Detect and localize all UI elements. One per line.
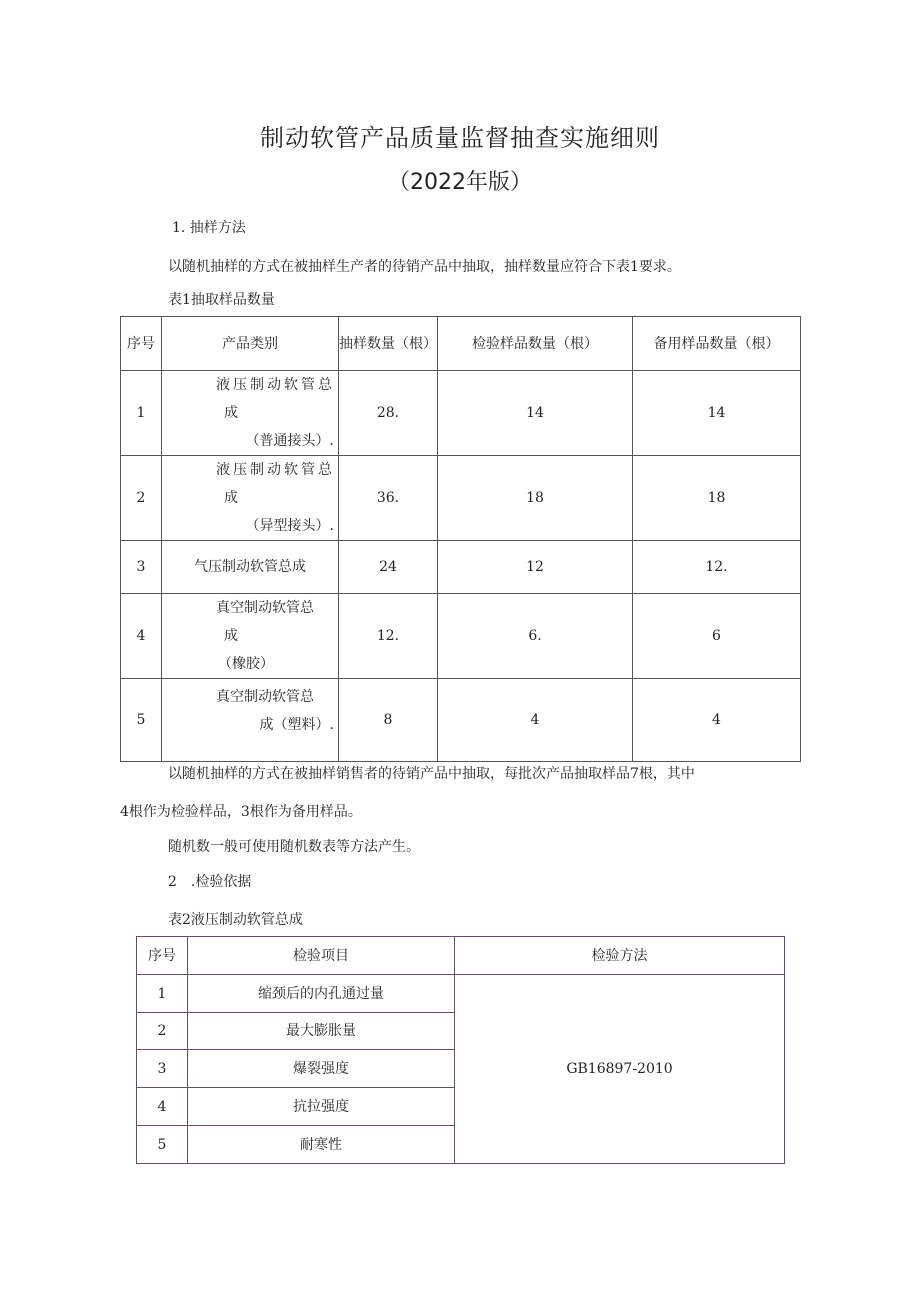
cell-category: 气压制动软管总成 [162, 541, 339, 594]
cell-spare: 12. [633, 541, 801, 594]
cell-no: 2 [137, 1013, 188, 1050]
cell-no: 3 [121, 541, 162, 594]
cell-test: 18 [438, 456, 633, 541]
table-row [121, 371, 801, 456]
cell-test: 6. [438, 594, 633, 679]
paragraph: 以随机抽样的方式在被抽样生产者的待销产品中抽取，抽样数量应符合下表1要求。 [168, 259, 681, 275]
cell-item: 爆裂强度 [188, 1050, 455, 1088]
header-cell: 序号 [121, 317, 162, 371]
cell-sample: 8 [339, 679, 438, 762]
cell-sample: 28. [339, 371, 438, 456]
paragraph: 4根作为检验样品，3根作为备用样品。 [120, 804, 362, 820]
table-caption: 表1抽取样品数量 [168, 292, 275, 308]
section-heading-sampling: 1. 抽样方法 [172, 220, 246, 236]
cat-line: （橡胶） [218, 656, 274, 672]
cell-item: 最大膨胀量 [188, 1013, 455, 1050]
cell-no: 4 [121, 594, 162, 679]
cat-line: 真空制动软管总 [216, 600, 314, 616]
table-row [137, 975, 785, 1013]
cat-line: 液压制动软管总 [216, 377, 335, 393]
header-cell: 检验样品数量（根） [438, 317, 633, 371]
inspection-basis-table [136, 936, 785, 1164]
cell-no: 4 [137, 1088, 188, 1126]
cat-line: 成 [224, 628, 238, 644]
table-row [121, 594, 801, 679]
table-caption: 表2液压制动软管总成 [168, 912, 303, 928]
cell-category [162, 679, 339, 762]
cat-line: 成 [224, 405, 238, 421]
cell-spare: 6 [633, 594, 801, 679]
cell-sample: 12. [339, 594, 438, 679]
cell-test: 4 [438, 679, 633, 762]
cell-category [162, 371, 339, 456]
cat-line: （普通接头）. [245, 433, 334, 449]
cell-method: GB16897-2010 [455, 975, 785, 1164]
cell-sample: 24 [339, 541, 438, 594]
section-heading-basis: 2 .检验依据 [168, 874, 252, 890]
cell-test: 12 [438, 541, 633, 594]
cell-item: 耐寒性 [188, 1126, 455, 1164]
table-row [121, 456, 801, 541]
header-cell: 序号 [137, 937, 188, 975]
document-title: 制动软管产品质量监督抽查实施细则 [260, 124, 660, 152]
cell-no: 2 [121, 456, 162, 541]
cell-spare: 14 [633, 371, 801, 456]
header-cell: 抽样数量（根） [339, 317, 438, 371]
cell-no: 3 [137, 1050, 188, 1088]
header-cell: 检验方法 [455, 937, 785, 975]
cell-item: 抗拉强度 [188, 1088, 455, 1126]
paragraph: 随机数一般可使用随机数表等方法产生。 [168, 839, 420, 855]
table-row [121, 679, 801, 762]
document-subtitle: （2022年版） [388, 170, 532, 195]
paragraph: 以随机抽样的方式在被抽样销售者的待销产品中抽取，每批次产品抽取样品7根，其中 [168, 766, 695, 782]
cat-line: 成（塑料）. [259, 717, 334, 733]
cat-line: 真空制动软管总 [216, 689, 314, 705]
header-cell: 备用样品数量（根） [633, 317, 801, 371]
cell-no: 5 [121, 679, 162, 762]
cell-spare: 4 [633, 679, 801, 762]
cat-line: 液压制动软管总 [216, 462, 335, 478]
cell-no: 1 [121, 371, 162, 456]
cell-test: 14 [438, 371, 633, 456]
table-row [121, 541, 801, 594]
cell-no: 1 [137, 975, 188, 1013]
cell-sample: 36. [339, 456, 438, 541]
cell-no: 5 [137, 1126, 188, 1164]
cell-spare: 18 [633, 456, 801, 541]
table-header-row [121, 317, 801, 371]
cell-category [162, 456, 339, 541]
table-header-row [137, 937, 785, 975]
cat-line: （异型接头）. [245, 518, 334, 534]
cell-item: 缩颈后的内孔通过量 [188, 975, 455, 1013]
header-cell: 检验项目 [188, 937, 455, 975]
cell-category [162, 594, 339, 679]
cat-line: 成 [224, 490, 238, 506]
header-cell: 产品类别 [162, 317, 339, 371]
sample-quantity-table [120, 316, 801, 762]
